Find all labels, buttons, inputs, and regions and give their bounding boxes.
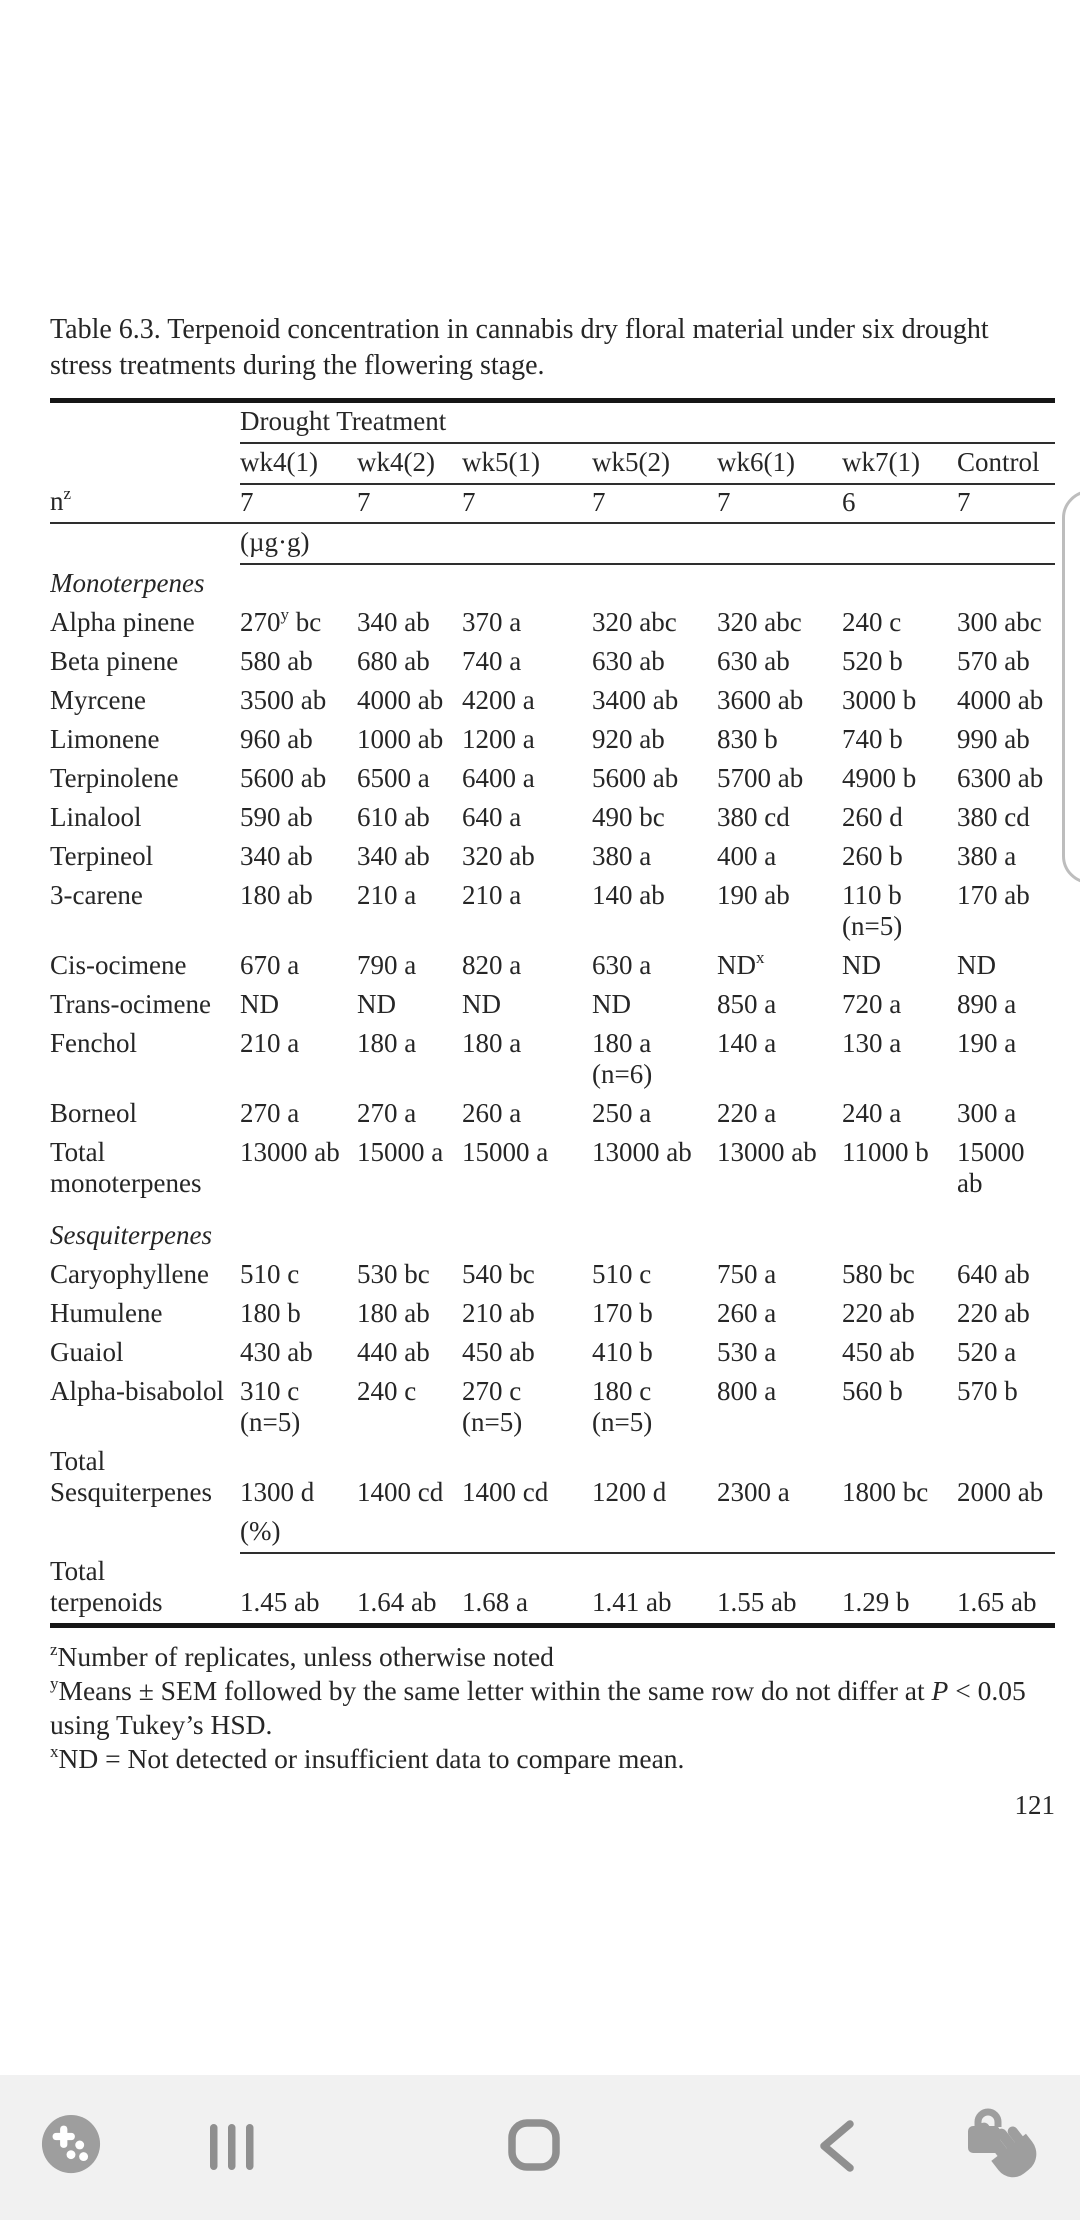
table-cell: 260 a: [717, 1298, 777, 1328]
table-cell: 3500 ab: [240, 685, 327, 715]
table-cell: 1400 cd: [357, 1477, 444, 1507]
table-cell: 4900 b: [842, 763, 917, 793]
row-label: Cis-ocimene: [50, 950, 187, 980]
row-label: [50, 523, 240, 564]
footnote-nd: $^x$ND = Not detected or insufficient data to compare mean.: [50, 1741, 685, 1774]
touch-lock-icon: [962, 2105, 1046, 2197]
table-row: [50, 523, 1055, 564]
table-row: [50, 1513, 1055, 1553]
table-cell: 570 b: [957, 1376, 1018, 1406]
table-cell: 320 ab: [462, 841, 535, 871]
table-caption: Table 6.3. Terpenoid concentration in cannabis dry floral material under six drought stress treatments during the flowering stage.: [50, 314, 989, 381]
table-cell: ND: [240, 989, 279, 1019]
table-cell: 380 a: [957, 841, 1017, 871]
table-cell: 850 a: [717, 989, 777, 1019]
table-cell: 7: [357, 484, 462, 523]
table-cell: 220 a: [717, 1098, 777, 1128]
footnote-replicates: $^z$Number of replicates, unless otherwise noted: [50, 1639, 554, 1672]
table-cell: 4200 a: [462, 685, 535, 715]
table-cell: 220 ab: [842, 1298, 915, 1328]
table-cell: 1.29 b: [842, 1587, 910, 1617]
table-cell: 260 b: [842, 841, 903, 871]
unit-header: (µg·g): [240, 523, 1055, 564]
table-cell: 740 a: [462, 646, 522, 676]
table-cell: 2000 ab: [957, 1477, 1044, 1507]
table-cell: 830 b: [717, 724, 778, 754]
section-label: Sesquiterpenes: [50, 1220, 212, 1250]
table-cell: 210 ab: [462, 1298, 535, 1328]
table-cell: 1400 cd: [462, 1477, 549, 1507]
table-row: [50, 1256, 1055, 1295]
table-cell: 180 a: [357, 1028, 417, 1058]
page-number: 121: [1014, 1790, 1055, 1820]
table-cell: 5600 ab: [592, 763, 679, 793]
table-cell: 260 a: [462, 1098, 522, 1128]
table-cell: 270$^y$ bc: [240, 605, 322, 637]
table-row: [50, 1204, 1055, 1256]
table-cell: 320 abc: [717, 607, 802, 637]
row-label: Caryophyllene: [50, 1259, 209, 1289]
table-row: [50, 1443, 1055, 1513]
column-header: wk6(1): [717, 443, 842, 484]
table-cell: 6: [842, 484, 957, 523]
column-header: wk7(1): [842, 443, 957, 484]
table-cell: 190 a: [957, 1028, 1017, 1058]
table-cell: 450 ab: [842, 1337, 915, 1367]
table-cell: 180 b: [240, 1298, 301, 1328]
home-icon: [508, 2119, 560, 2171]
table-cell: 1.41 ab: [592, 1587, 672, 1617]
home-button[interactable]: [508, 2119, 560, 2171]
table-cell: 490 bc: [592, 802, 665, 832]
table-cell: 6400 a: [462, 763, 535, 793]
table-cell: 990 ab: [957, 724, 1030, 754]
table-cell: 410 b: [592, 1337, 653, 1367]
table-row: [50, 643, 1055, 682]
table-cell: 180 c (n=5): [592, 1376, 653, 1437]
table-cell: 520 b: [842, 646, 903, 676]
row-label: Fenchol: [50, 1028, 137, 1058]
table-cell: 140 ab: [592, 880, 665, 910]
table-row: [50, 1025, 1055, 1095]
table-cell: 890 a: [957, 989, 1017, 1019]
table-cell: 180 a (n=6): [592, 1028, 653, 1089]
table-cell: 680 ab: [357, 646, 430, 676]
table-cell: 110 b (n=5): [842, 880, 903, 941]
table-cell: 450 ab: [462, 1337, 535, 1367]
scrollbar-handle[interactable]: [1062, 490, 1080, 884]
table-cell: 590 ab: [240, 802, 313, 832]
document-page: [50, 312, 1055, 1821]
table-cell: 2300 a: [717, 1477, 790, 1507]
table-cell: 240 c: [842, 607, 902, 637]
table-cell: 670 a: [240, 950, 300, 980]
row-label: Total terpenoids: [50, 1556, 163, 1617]
table-cell: 6300 ab: [957, 763, 1044, 793]
table-cell: 220 ab: [957, 1298, 1030, 1328]
table-cell: 5600 ab: [240, 763, 327, 793]
row-label: Borneol: [50, 1098, 137, 1128]
table-cell: 3000 b: [842, 685, 917, 715]
table-row: [50, 401, 1055, 444]
table-cell: 6500 a: [357, 763, 430, 793]
table-footnotes: [50, 1640, 1055, 1776]
table-cell: 170 b: [592, 1298, 653, 1328]
table-cell: 210 a: [462, 880, 522, 910]
table-cell: 1200 a: [462, 724, 535, 754]
row-label: Alpha pinene: [50, 607, 195, 637]
table-cell: $ND^x$: [717, 948, 765, 980]
unit-header: (%): [240, 1513, 1055, 1553]
back-button[interactable]: [816, 2120, 856, 2172]
table-cell: 580 ab: [240, 646, 313, 676]
table-cell: 5700 ab: [717, 763, 804, 793]
table-cell: 190 ab: [717, 880, 790, 910]
table-cell: 270 a: [357, 1098, 417, 1128]
table-cell: 340 ab: [240, 841, 313, 871]
table-cell: 640 a: [462, 802, 522, 832]
table-row: [50, 799, 1055, 838]
row-label: Terpinolene: [50, 763, 179, 793]
column-header: wk4(2): [357, 443, 462, 484]
table-cell: 210 a: [240, 1028, 300, 1058]
row-label: Linalool: [50, 802, 142, 832]
table-cell: 800 a: [717, 1376, 777, 1406]
table-cell: 11000 b: [842, 1137, 929, 1167]
table-cell: 340 ab: [357, 607, 430, 637]
table-row: [50, 877, 1055, 947]
table-cell: 1.55 ab: [717, 1587, 797, 1617]
game-launcher-button[interactable]: [40, 2113, 102, 2175]
row-label: Limonene: [50, 724, 160, 754]
table-cell: 740 b: [842, 724, 903, 754]
table-cell: 130 a: [842, 1028, 902, 1058]
table-row: [50, 484, 1055, 523]
table-row: [50, 1334, 1055, 1373]
table-cell: 610 ab: [357, 802, 430, 832]
table-cell: 540 bc: [462, 1259, 535, 1289]
table-row: [50, 947, 1055, 986]
table-cell: 180 ab: [240, 880, 313, 910]
table-cell: 4000 ab: [957, 685, 1044, 715]
table-row: [50, 564, 1055, 604]
terpenoid-table: [50, 398, 1055, 1628]
table-cell: 560 b: [842, 1376, 903, 1406]
table-cell: 1.45 ab: [240, 1587, 320, 1617]
recents-button[interactable]: [208, 2123, 256, 2171]
table-cell: 440 ab: [357, 1337, 430, 1367]
table-cell: 750 a: [717, 1259, 777, 1289]
back-icon: [816, 2120, 856, 2172]
table-cell: 260 d: [842, 802, 903, 832]
table-cell: 320 abc: [592, 607, 677, 637]
table-cell: 7: [592, 484, 717, 523]
table-cell: 580 bc: [842, 1259, 915, 1289]
table-cell: ND: [592, 989, 631, 1019]
table-cell: 250 a: [592, 1098, 652, 1128]
row-label: Trans-ocimene: [50, 989, 211, 1019]
table-cell: 13000 ab: [592, 1137, 692, 1167]
table-cell: ND: [462, 989, 501, 1019]
table-cell: 7: [717, 484, 842, 523]
table-cell: ND: [357, 989, 396, 1019]
touch-lock-button[interactable]: [962, 2105, 1046, 2197]
row-label: $n^z$: [50, 484, 240, 523]
table-cell: 210 a: [357, 880, 417, 910]
recents-icon: [208, 2123, 256, 2171]
table-cell: 380 cd: [717, 802, 790, 832]
table-cell: ND: [842, 950, 881, 980]
row-label: Myrcene: [50, 685, 146, 715]
table-cell: 630 ab: [717, 646, 790, 676]
table-cell: 370 a: [462, 607, 522, 637]
table-cell: 960 ab: [240, 724, 313, 754]
android-navbar: [0, 2075, 1080, 2220]
table-cell: 1.64 ab: [357, 1587, 437, 1617]
table-cell: 380 cd: [957, 802, 1030, 832]
table-cell: 240 a: [842, 1098, 902, 1128]
table-cell: 4000 ab: [357, 685, 444, 715]
row-label: [50, 401, 240, 444]
table-cell: 7: [462, 484, 592, 523]
table-cell: 180 ab: [357, 1298, 430, 1328]
table-cell: 15000 ab: [957, 1137, 1025, 1198]
table-cell: 400 a: [717, 841, 777, 871]
column-header: wk4(1): [240, 443, 357, 484]
table-row: [50, 1373, 1055, 1443]
table-row: [50, 838, 1055, 877]
table-cell: 270 c (n=5): [462, 1376, 523, 1437]
table-cell: 1200 d: [592, 1477, 667, 1507]
table-cell: 170 ab: [957, 880, 1030, 910]
table-cell: ND: [957, 950, 996, 980]
group-header: Drought Treatment: [240, 401, 1055, 444]
table-cell: 720 a: [842, 989, 902, 1019]
row-label: [50, 1513, 240, 1553]
table-cell: 3600 ab: [717, 685, 804, 715]
table-cell: 7: [957, 484, 1055, 523]
table-cell: 1300 d: [240, 1477, 315, 1507]
table-row: [50, 443, 1055, 484]
table-cell: 920 ab: [592, 724, 665, 754]
row-label: Guaiol: [50, 1337, 124, 1367]
table-cell: 13000 ab: [717, 1137, 817, 1167]
table-cell: 300 abc: [957, 607, 1042, 637]
row-label: Alpha-bisabolol: [50, 1376, 224, 1406]
table-cell: 7: [240, 484, 357, 523]
table-row: [50, 1553, 1055, 1626]
table-cell: 3400 ab: [592, 685, 679, 715]
table-cell: 820 a: [462, 950, 522, 980]
table-cell: 630 a: [592, 950, 652, 980]
table-cell: 640 ab: [957, 1259, 1030, 1289]
table-row: [50, 721, 1055, 760]
row-label: Terpineol: [50, 841, 154, 871]
table-cell: 340 ab: [357, 841, 430, 871]
column-header: wk5(2): [592, 443, 717, 484]
table-cell: 1.65 ab: [957, 1587, 1037, 1617]
table-cell: 240 c: [357, 1376, 417, 1406]
table-cell: 1800 bc: [842, 1477, 929, 1507]
table-cell: 310 c (n=5): [240, 1376, 301, 1437]
row-label: Beta pinene: [50, 646, 179, 676]
table-row: [50, 682, 1055, 721]
table-row: [50, 760, 1055, 799]
table-row: [50, 986, 1055, 1025]
row-label: [50, 443, 240, 484]
table-cell: 510 c: [592, 1259, 652, 1289]
table-row: [50, 1095, 1055, 1134]
table-cell: 300 a: [957, 1098, 1017, 1128]
table-cell: 140 a: [717, 1028, 777, 1058]
table-cell: 1.68 a: [462, 1587, 528, 1617]
game-launcher-icon: [40, 2113, 102, 2175]
table-cell: 15000 a: [357, 1137, 444, 1167]
table-cell: 790 a: [357, 950, 417, 980]
row-label: 3-carene: [50, 880, 143, 910]
table-cell: 530 bc: [357, 1259, 430, 1289]
column-header: Control: [957, 443, 1055, 484]
table-cell: 380 a: [592, 841, 652, 871]
column-header: wk5(1): [462, 443, 592, 484]
table-cell: 15000 a: [462, 1137, 549, 1167]
table-cell: 520 a: [957, 1337, 1017, 1367]
table-cell: 430 ab: [240, 1337, 313, 1367]
table-cell: 180 a: [462, 1028, 522, 1058]
table-cell: 270 a: [240, 1098, 300, 1128]
row-label: Total monoterpenes: [50, 1137, 202, 1198]
section-label: Monoterpenes: [50, 568, 205, 598]
table-cell: 1000 ab: [357, 724, 444, 754]
table-row: [50, 604, 1055, 643]
table-cell: 510 c: [240, 1259, 300, 1289]
table-cell: 530 a: [717, 1337, 777, 1367]
table-cell: 570 ab: [957, 646, 1030, 676]
table-row: [50, 1295, 1055, 1334]
table-cell: 13000 ab: [240, 1137, 340, 1167]
row-label: Humulene: [50, 1298, 163, 1328]
footnote-means: $^y$Means ± SEM followed by the same letter within the same row do not differ at P < 0.05 using Tukey’s HSD.: [50, 1673, 1026, 1740]
table-cell: 630 ab: [592, 646, 665, 676]
table-row: [50, 1134, 1055, 1204]
row-label: Total Sesquiterpenes: [50, 1446, 212, 1507]
